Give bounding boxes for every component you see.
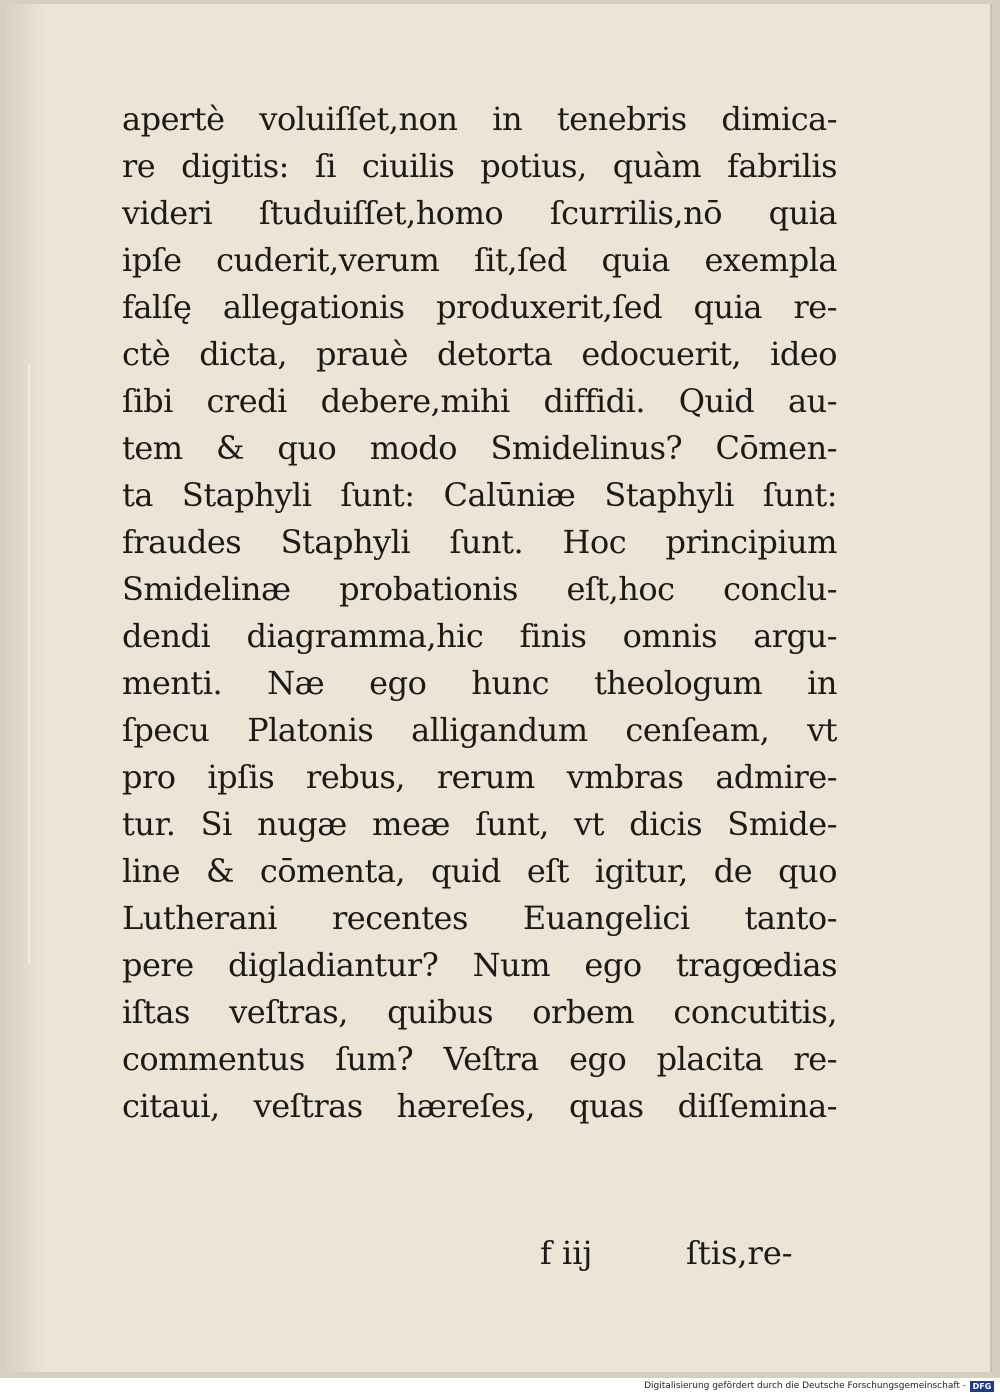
dfg-logo: DFG <box>970 1381 994 1392</box>
text-line: tur. Si nugæ meæ ſunt, vt dicis Smide- <box>122 805 837 843</box>
text-line: iſtas veſtras, quibus orbem concutitis, <box>122 993 837 1031</box>
text-line: falſę allegationis produxerit,ſed quia re- <box>122 288 837 326</box>
text-line: menti. Næ ego hunc theologum in <box>122 664 837 702</box>
text-line: ctè dicta, prauè detorta edocuerit, ideo <box>122 335 837 373</box>
footer-credit: Digitalisierung gefördert durch die Deutsche Forschungsgemeinschaft - <box>644 1381 966 1391</box>
text-line: citaui, veſtras hæreſes, quas diſſemina- <box>122 1087 837 1125</box>
footer <box>644 1379 994 1393</box>
text-line: Lutherani recentes Euangelici tanto- <box>122 899 837 937</box>
text-line: dendi diagramma,hic finis omnis argu- <box>122 617 837 655</box>
text-line: pere digladiantur? Num ego tragœdias <box>122 946 837 984</box>
catchword: ſtis,re- <box>686 1234 793 1272</box>
text-line: commentus ſum? Veſtra ego placita re- <box>122 1040 837 1078</box>
signature-mark: f iij <box>540 1234 593 1272</box>
text-line: fraudes Staphyli ſunt. Hoc principium <box>122 523 837 561</box>
binding-thread <box>28 364 36 964</box>
text-line: ſibi credi debere,mihi diffidi. Quid au- <box>122 382 837 420</box>
text-line: tem & quo modo Smidelinus? Cōmen- <box>122 429 837 467</box>
text-line: apertè voluiſſet,non in tenebris dimica- <box>122 100 837 138</box>
page-gutter <box>6 4 46 1372</box>
text-line: line & cōmenta, quid eſt igitur, de quo <box>122 852 837 890</box>
text-line: videri ſtuduiſſet,homo ſcurrilis,nō quia <box>122 194 837 232</box>
body-text <box>122 96 837 1130</box>
text-line: ſpecu Platonis alligandum cenſeam, vt <box>122 711 837 749</box>
text-line: ta Staphyli ſunt: Calūniæ Staphyli ſunt: <box>122 476 837 514</box>
text-line: pro ipſis rebus, rerum vmbras admire- <box>122 758 837 796</box>
text-line: Smidelinæ probationis eſt,hoc conclu- <box>122 570 837 608</box>
text-line: ipſe cuderit,verum ſit,ſed quia exempla <box>122 241 837 279</box>
text-line: re digitis: ſi ciuilis potius, quàm fabrilis <box>122 147 837 185</box>
